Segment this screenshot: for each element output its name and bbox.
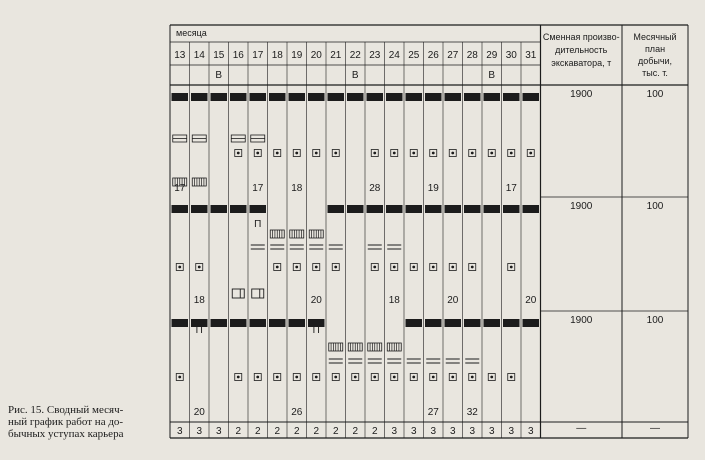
work-bar (347, 205, 364, 213)
work-bar (191, 205, 208, 213)
footer-count: 2 (274, 426, 281, 437)
footer-count: 3 (449, 426, 456, 437)
footer-count: 2 (313, 426, 320, 437)
work-bar (425, 205, 442, 213)
work-bar (289, 93, 306, 101)
half-box-symbol (232, 289, 244, 298)
day-label: 19 (427, 183, 439, 194)
loader-dot (490, 152, 493, 155)
work-bar (484, 93, 501, 101)
day-number: 17 (252, 50, 264, 61)
day-label: 32 (466, 407, 478, 418)
loader-dot (432, 376, 435, 379)
work-bar (464, 93, 481, 101)
work-bar (406, 319, 423, 327)
loader-dot (471, 152, 474, 155)
footer-count: 3 (391, 426, 398, 437)
loader-dot (451, 376, 454, 379)
day-off-mark: В (488, 70, 496, 81)
work-bar (367, 93, 384, 101)
loader-dot (451, 152, 454, 155)
loader-dot (471, 266, 474, 269)
work-bar (230, 319, 247, 327)
footer-count: 2 (235, 426, 242, 437)
day-number: 26 (427, 50, 439, 61)
work-bar (406, 93, 423, 101)
work-bar (230, 93, 247, 101)
work-bar (269, 93, 286, 101)
loader-dot (178, 266, 181, 269)
work-bar (328, 205, 345, 213)
work-bar (445, 93, 462, 101)
work-bar (269, 319, 286, 327)
day-number: 15 (213, 50, 225, 61)
work-bar (386, 93, 403, 101)
loader-dot (354, 376, 357, 379)
day-label: 18 (291, 183, 303, 194)
day-label: 17 (505, 183, 517, 194)
day-label: 26 (291, 407, 303, 418)
loader-dot (237, 376, 240, 379)
loader-dot (510, 376, 513, 379)
work-bar (464, 205, 481, 213)
day-number: 28 (466, 50, 478, 61)
day-number: 18 (271, 50, 283, 61)
work-bar (406, 205, 423, 213)
work-bar (328, 93, 345, 101)
work-bar (250, 319, 267, 327)
day-number: 31 (525, 50, 537, 61)
work-bar (250, 205, 267, 213)
plan-header: тыс. т. (642, 68, 668, 78)
work-bar (367, 205, 384, 213)
plan-value: 100 (646, 89, 664, 100)
footer-count: 3 (176, 426, 183, 437)
loader-dot (373, 152, 376, 155)
caption-line: Рис. 15. Сводный месяч- (8, 404, 124, 416)
day-number: 24 (388, 50, 400, 61)
work-bar (250, 93, 267, 101)
work-bar (445, 205, 462, 213)
day-number: 21 (330, 50, 342, 61)
loader-dot (276, 152, 279, 155)
p-mark: П (195, 325, 203, 336)
plan-value: 100 (646, 315, 664, 326)
loader-dot (373, 266, 376, 269)
footer-count: 3 (527, 426, 534, 437)
footer-productivity: — (576, 423, 587, 434)
loader-dot (471, 376, 474, 379)
plan-header: план (644, 44, 666, 54)
footer-count: 2 (371, 426, 378, 437)
loader-dot (334, 152, 337, 155)
loader-dot (510, 266, 513, 269)
day-number: 19 (291, 50, 303, 61)
loader-dot (315, 152, 318, 155)
day-number: 30 (505, 50, 517, 61)
loader-dot (256, 376, 259, 379)
loader-dot (412, 376, 415, 379)
day-off-mark: В (351, 70, 359, 81)
months-header: месяца (176, 28, 207, 38)
day-label: 20 (193, 407, 205, 418)
work-bar (503, 319, 520, 327)
loader-dot (334, 376, 337, 379)
footer-count: 2 (254, 426, 261, 437)
loader-dot (393, 152, 396, 155)
day-label: 18 (193, 295, 205, 306)
work-bar (172, 205, 189, 213)
loader-dot (295, 266, 298, 269)
loader-dot (393, 266, 396, 269)
figure-caption (8, 404, 168, 440)
loader-dot (256, 152, 259, 155)
half-box-symbol (252, 289, 264, 298)
day-label: 17 (174, 183, 186, 194)
caption-line: ный график работ на до- (8, 416, 124, 428)
loader-dot (237, 152, 240, 155)
work-bar (503, 93, 520, 101)
productivity-value: 1900 (570, 315, 593, 326)
day-label: 20 (525, 295, 537, 306)
plan-value: 100 (646, 201, 664, 212)
work-bar (386, 205, 403, 213)
footer-count: 2 (293, 426, 300, 437)
loader-dot (334, 266, 337, 269)
day-number: 27 (447, 50, 459, 61)
day-number: 22 (349, 50, 361, 61)
day-number: 20 (310, 50, 322, 61)
day-label: 27 (427, 407, 439, 418)
footer-count: 3 (215, 426, 222, 437)
productivity-value: 1900 (570, 89, 593, 100)
work-bar (464, 319, 481, 327)
loader-dot (295, 376, 298, 379)
work-bar (523, 205, 540, 213)
work-bar (172, 319, 189, 327)
work-bar (523, 93, 540, 101)
day-label: 17 (252, 183, 264, 194)
day-label: 18 (388, 295, 400, 306)
loader-dot (178, 376, 181, 379)
footer-count: 3 (469, 426, 476, 437)
footer-count: 3 (410, 426, 417, 437)
work-bar (211, 93, 228, 101)
loader-dot (412, 152, 415, 155)
plan-header: Месячный (633, 32, 677, 42)
productivity-header: дительность (555, 45, 608, 55)
day-number: 23 (369, 50, 381, 61)
productivity-header: Сменная произво- (542, 32, 620, 42)
plan-header: добычи, (637, 56, 673, 66)
loader-dot (276, 376, 279, 379)
p-mark: П (312, 325, 320, 336)
loader-dot (393, 376, 396, 379)
loader-dot (276, 266, 279, 269)
loader-dot (315, 266, 318, 269)
footer-count: 2 (332, 426, 339, 437)
footer-count: 3 (430, 426, 437, 437)
day-number: 13 (174, 50, 186, 61)
work-bar (191, 93, 208, 101)
p-mark: П (254, 219, 262, 230)
footer-count: 2 (352, 426, 359, 437)
loader-dot (198, 266, 201, 269)
work-bar (308, 93, 325, 101)
footer-count: 3 (196, 426, 203, 437)
day-number: 29 (486, 50, 498, 61)
work-bar (523, 319, 540, 327)
caption-line: бычных уступах карьера (8, 428, 124, 440)
work-bar (425, 319, 442, 327)
work-bar (503, 205, 520, 213)
footer-count: 3 (488, 426, 495, 437)
loader-dot (432, 152, 435, 155)
day-off-mark: В (215, 70, 223, 81)
day-number: 16 (232, 50, 244, 61)
work-bar (347, 93, 364, 101)
loader-dot (432, 266, 435, 269)
work-bar (172, 93, 189, 101)
loader-dot (451, 266, 454, 269)
work-bar (484, 205, 501, 213)
day-label: 20 (310, 295, 322, 306)
day-number: 14 (193, 50, 205, 61)
loader-dot (529, 152, 532, 155)
work-bar (211, 319, 228, 327)
loader-dot (373, 376, 376, 379)
loader-dot (510, 152, 513, 155)
work-bar (289, 319, 306, 327)
loader-dot (490, 376, 493, 379)
day-label: 20 (447, 295, 459, 306)
productivity-value: 1900 (570, 201, 593, 212)
day-label: 28 (369, 183, 381, 194)
loader-dot (412, 266, 415, 269)
productivity-header: экскаватора, т (551, 58, 612, 68)
footer-plan: — (650, 423, 660, 434)
work-bar (445, 319, 462, 327)
work-bar (425, 93, 442, 101)
work-bar (230, 205, 247, 213)
loader-dot (295, 152, 298, 155)
work-bar (211, 205, 228, 213)
work-bar (484, 319, 501, 327)
footer-count: 3 (508, 426, 515, 437)
day-number: 25 (408, 50, 420, 61)
loader-dot (315, 376, 318, 379)
